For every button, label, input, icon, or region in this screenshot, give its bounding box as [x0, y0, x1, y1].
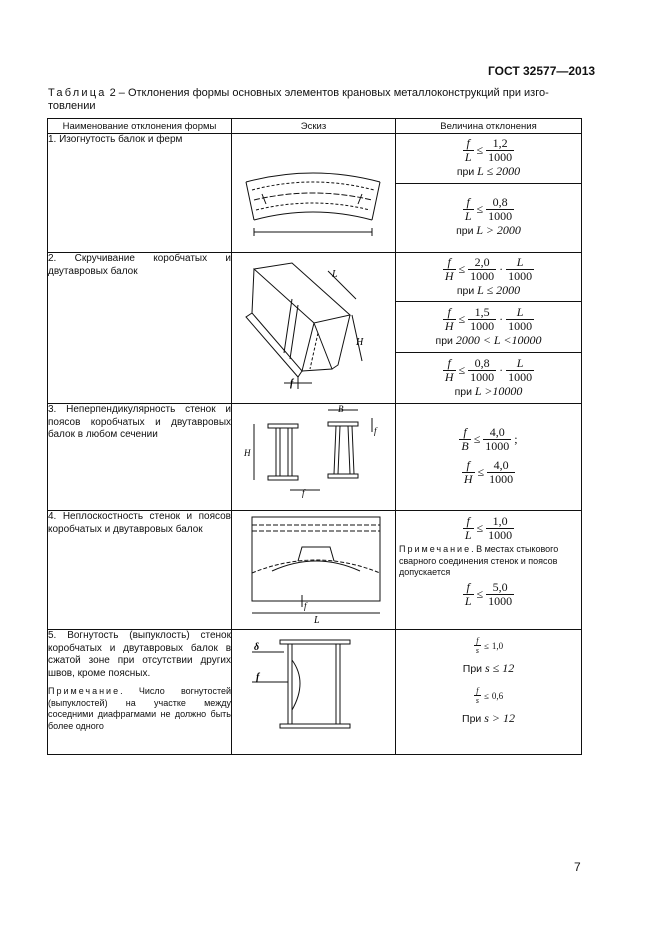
svg-text:L: L [314, 615, 320, 626]
concavity-sketch [232, 630, 394, 754]
row5-name-cell [48, 630, 232, 755]
svg-text:L: L [332, 269, 338, 280]
header-sketch: Эскиз [232, 119, 396, 134]
row3-name: 3. Неперпендикулярность стенок и поясов коробчатых и двутавровых балок в любом сечении [48, 404, 232, 511]
row2-value-3: $\frac{f}{H}$ ≤ $\frac{0,8}{1000}$ · $\frac{L}{1000}$ при L >10000 [396, 353, 582, 404]
table-row [48, 511, 582, 630]
row3-sketch [232, 404, 396, 511]
table-row [48, 404, 582, 511]
flatness-sketch [232, 511, 394, 629]
twisted-beam-sketch [232, 253, 394, 403]
standard-number: ГОСТ 32577—2013 [488, 64, 596, 78]
row4-value: $\frac{f}{L}$ ≤ $\frac{1,0}{1000}$ Примечание. В местах стыкового сварного соединения стенок и поясов допускается $\frac{f}{L}$ ≤ $\frac{5,0}{1000}$ [396, 511, 582, 630]
row4-sketch [232, 511, 396, 630]
header-value: Величина отклонения [396, 119, 582, 134]
row2-name: 2. Скручивание коробчатых и двутавровых балок [48, 253, 232, 404]
svg-text:f: f [256, 672, 260, 683]
row1-value-1: $\frac{f}{L}$ ≤ $\frac{1,2}{1000}$ при L ≤ 2000 [396, 134, 582, 184]
caption-word: Таблица [48, 87, 107, 99]
section-sketch [232, 404, 394, 510]
row4-note-word: Примечание [399, 544, 472, 554]
svg-text:B: B [338, 404, 344, 414]
row5-note-word: Примечание [48, 686, 121, 696]
deviations-table [47, 118, 582, 755]
svg-text:H: H [244, 448, 251, 458]
svg-text:f: f [374, 426, 377, 436]
row4-note-text: . В местах стыкового сварного соединения стенок и поясов допускается [399, 544, 559, 577]
table-caption [48, 87, 580, 113]
caption-number: 2 [109, 87, 116, 99]
row5-sketch [232, 630, 396, 755]
row1-value-2: $\frac{f}{L}$ ≤ $\frac{0,8}{1000}$ при L > 2000 [396, 184, 582, 253]
svg-text:f: f [304, 601, 307, 611]
bent-beam-sketch [232, 134, 394, 252]
table-row [48, 630, 582, 755]
caption-text: – Отклонения формы основных элементов крановых металлоконструкций при изго-товлении [48, 87, 549, 112]
page-number: 7 [574, 860, 581, 874]
row5-value: $\frac{f}{s}$ ≤ 1,0 При s ≤ 12 $\frac{f}{s}$ ≤ 0,6 При s > 12 [396, 630, 582, 755]
row5-note-text: . Число вогнутостей (выпуклостей) на участке между соседними диафрагмами не должно быть более одного [48, 686, 231, 731]
row4-name: 4. Неплоскостность стенок и поясов коробчатых и двутавровых балок [48, 511, 232, 630]
svg-text:f: f [302, 488, 305, 498]
row1-sketch [232, 134, 396, 253]
row5-name: 5. Вогнутость (выпуклость) стенок коробчатых и двутавровых балок в сжатой зоне при отсутствии других швов, кроме поясных. [48, 630, 231, 679]
table-row [48, 253, 582, 302]
row2-value-2: $\frac{f}{H}$ ≤ $\frac{1,5}{1000}$ · $\frac{L}{1000}$ при 2000 < L <10000 [396, 302, 582, 353]
row2-sketch [232, 253, 396, 404]
header-name: Наименование отклонения формы [48, 119, 232, 134]
svg-text:H: H [356, 337, 364, 348]
table-header-row [48, 119, 582, 134]
row3-value: $\frac{f}{B}$ ≤ $\frac{4,0}{1000}$ ; $\frac{f}{H}$ ≤ $\frac{4,0}{1000}$ [396, 404, 582, 511]
table-row [48, 134, 582, 184]
row1-name: 1. Изогнутость балок и ферм [48, 134, 232, 253]
svg-text:f: f [290, 378, 294, 389]
svg-text:δ: δ [254, 642, 260, 653]
row2-value-1: $\frac{f}{H}$ ≤ $\frac{2,0}{1000}$ · $\frac{L}{1000}$ при L ≤ 2000 [396, 253, 582, 302]
